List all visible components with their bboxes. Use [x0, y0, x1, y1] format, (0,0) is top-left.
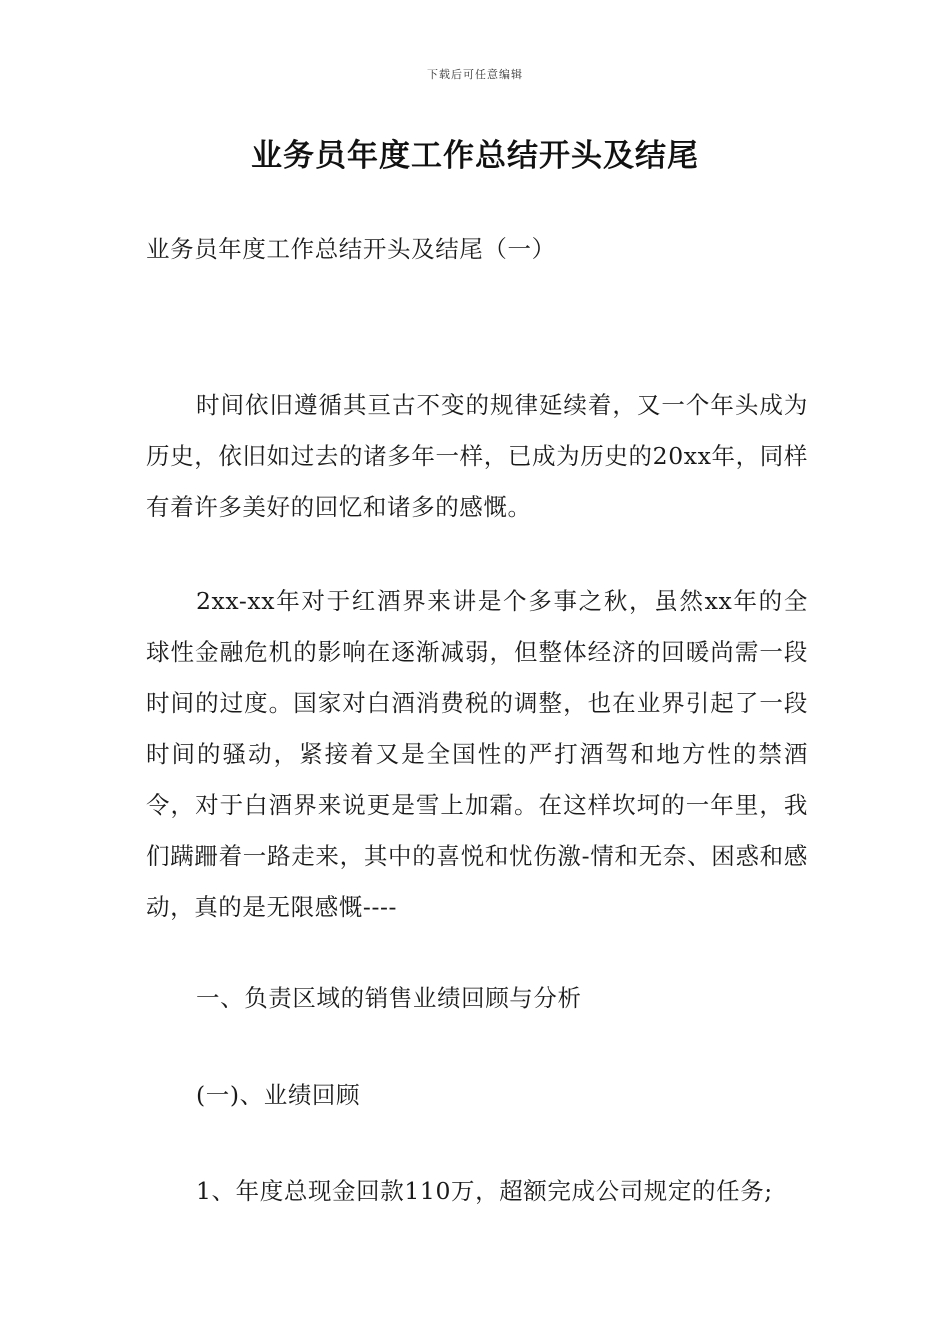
- paragraph-2: 2xx-xx年对于红酒界来讲是个多事之秋，虽然xx年的全球性金融危机的影响在逐渐减弱，但整体经济的回暖尚需一段时间的过度。国家对白酒消费税的调整，也在业界引起了一段时间的骚动，紧接着又是全国性的严打酒驾和地方性的禁酒令，对于白酒界来说更是雪上加霜。在这样坎坷的一年里，我们蹒跚着一路走来，其中的喜悦和忧伤激-情和无奈、困惑和感动，真的是无限感慨----: [146, 587, 808, 921]
- subsection-heading: (一)、业绩回顾: [196, 1081, 361, 1109]
- paragraph-1: 时间依旧遵循其亘古不变的规律延续着，又一个年头成为历史，依旧如过去的诸多年一样，已成为历史的20xx年，同样有着许多美好的回忆和诸多的感慨。: [146, 391, 808, 521]
- section-heading: 一、负责区域的销售业绩回顾与分析: [196, 984, 582, 1012]
- document-subtitle: 业务员年度工作总结开头及结尾（一）: [146, 235, 556, 263]
- header-note: 下载后可任意编辑: [427, 68, 523, 81]
- page-title: 业务员年度工作总结开头及结尾: [251, 138, 699, 174]
- list-item-1: 1、年度总现金回款110万，超额完成公司规定的任务;: [196, 1177, 773, 1205]
